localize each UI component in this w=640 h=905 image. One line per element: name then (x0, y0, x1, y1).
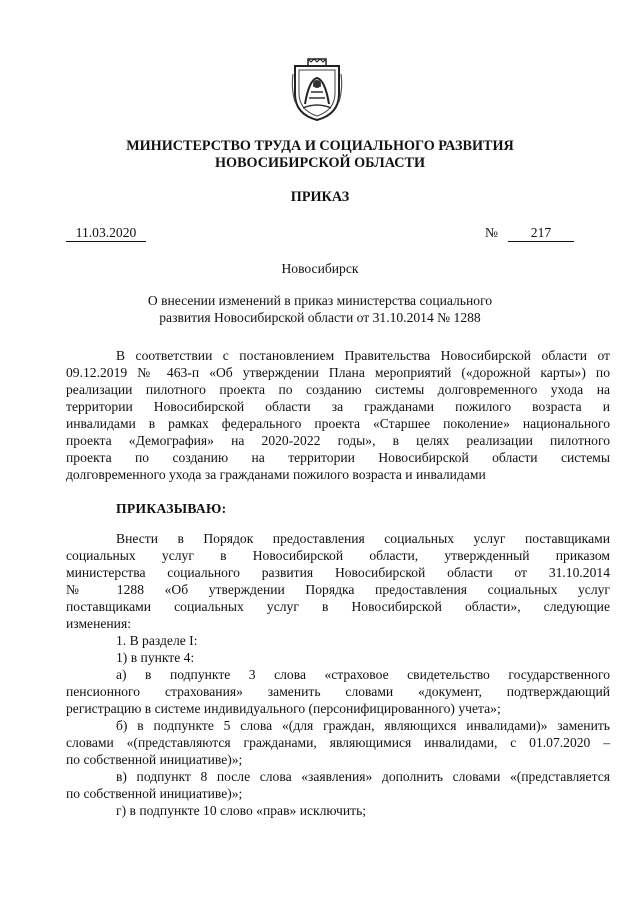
subject-line-1: О внесении изменений в приказ министерства социального (147, 293, 493, 308)
item-1: 1. В разделе I: (116, 633, 198, 648)
preamble-line: реализации пилотного проекта по созданию системы долговременного ухода на (66, 382, 610, 397)
preamble-line: проекта «Демография» на 2020-2022 годы», в целях реализации пилотного (66, 433, 610, 448)
intro-line: изменения: (66, 616, 131, 631)
order-body (66, 530, 610, 819)
subitem-b-line: б) в подпункте 5 слова «(для граждан, являющихся инвалидами)» заменить (116, 718, 610, 733)
decree-heading: ПРИКАЗЫВАЮ: (116, 501, 227, 516)
ministry-line-1: МИНИСТЕРСТВО ТРУДА И СОЦИАЛЬНОГО РАЗВИТИЯ (126, 138, 514, 154)
order-date: 11.03.2020 (66, 225, 146, 242)
order-number: 217 (508, 225, 574, 242)
preamble-line: инвалидами в рамках федерального проекта «Старшее поколение» национального (66, 416, 610, 431)
city: Новосибирск (281, 261, 359, 276)
subitem-a-line: пенсионного страхования» заменить словами «документ, подтверждающий (66, 684, 610, 699)
number-label: № (485, 225, 498, 240)
ministry-title (0, 138, 640, 172)
item-1-1: 1) в пункте 4: (116, 650, 195, 665)
subitem-g: г) в подпункте 10 слово «прав» исключить; (116, 803, 367, 818)
intro-line: № 1288 «Об утверждении Порядка предоставления социальных услуг (66, 582, 610, 597)
intro-line: социальных услуг в Новосибирской области, утвержденный приказом (66, 548, 610, 563)
preamble-line: проекта по созданию на территории Новосибирской области системы (66, 450, 610, 465)
intro-line: поставщиками социальных услуг в Новосибирской области», следующие (66, 599, 610, 614)
subitem-a-line: а) в подпункте 3 слова «страховое свидетельство государственного (116, 667, 610, 682)
document-type: ПРИКАЗ (290, 189, 350, 205)
subitem-v-line: по собственной инициативе)»; (66, 786, 243, 801)
preamble-line: В соответствии с постановлением Правительства Новосибирской области от (116, 348, 610, 363)
ministry-line-2: НОВОСИБИРСКОЙ ОБЛАСТИ (215, 155, 425, 171)
subitem-a-line: регистрацию в системе индивидуального (персонифицированного) учета»; (66, 701, 501, 716)
order-subject (0, 292, 640, 326)
subject-line-2: развития Новосибирской области от 31.10.2014 № 1288 (159, 310, 481, 325)
preamble-line: долговременного ухода за гражданами пожилого возраста и инвалидами (66, 467, 486, 482)
preamble-line: 09.12.2019 № 463-п «Об утверждении Плана мероприятий («дорожной карты») по (66, 365, 610, 380)
subitem-v-line: в) подпункт 8 после слова «заявления» дополнить словами «(представляется (116, 769, 610, 784)
intro-line: Внести в Порядок предоставления социальных услуг поставщиками (116, 531, 610, 546)
subitem-b-line: по собственной инициативе)»; (66, 752, 243, 767)
coat-of-arms-icon (291, 58, 343, 122)
preamble-line: территории Новосибирской области за гражданами пожилого возраста и (66, 399, 610, 414)
subitem-b-line: словами «(представляются гражданами, являющимися инвалидами, с 01.07.2020 – (66, 735, 610, 750)
preamble (66, 347, 610, 483)
intro-line: министерства социального развития Новосибирской области от 31.10.2014 (66, 565, 610, 580)
